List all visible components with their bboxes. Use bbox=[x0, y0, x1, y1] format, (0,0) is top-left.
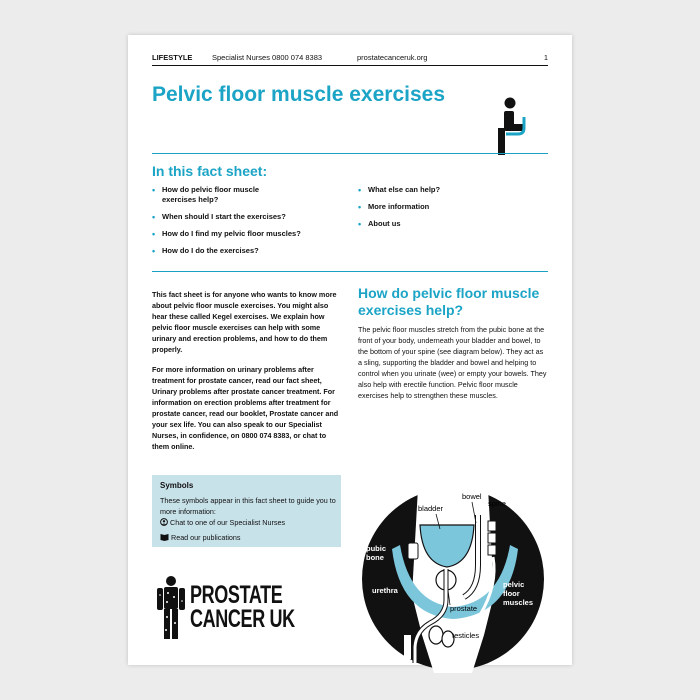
toc-item[interactable]: • How do I do the exercises? bbox=[152, 246, 312, 256]
website-url: prostatecanceruk.org bbox=[357, 53, 428, 62]
toc-heading: In this fact sheet: bbox=[152, 163, 268, 179]
intro-paragraph: This fact sheet is for anyone who wants to know more about pelvic floor muscle exercises. You might also hear these called Kegel exercises. We explain how pelvic floor muscle exercises can help with some urinary and erection problems, and how to do them properly. bbox=[152, 290, 337, 354]
toc-item[interactable]: • What else can help? bbox=[358, 185, 518, 195]
chat-icon bbox=[160, 518, 168, 526]
logo-line: CANCER UK bbox=[190, 605, 295, 633]
symbols-description: These symbols appear in this fact sheet to guide you to more information: bbox=[160, 496, 336, 516]
toc-item[interactable]: • More information bbox=[358, 202, 518, 212]
label-testicles: testicles bbox=[452, 631, 480, 640]
page-number: 1 bbox=[543, 53, 548, 62]
label-prostate: prostate bbox=[450, 604, 478, 613]
logo-wordmark bbox=[190, 583, 295, 631]
pelvic-floor-diagram bbox=[360, 485, 546, 673]
leg-highlight bbox=[404, 635, 411, 659]
seated-person-icon bbox=[490, 97, 530, 155]
toc-list-left bbox=[152, 185, 312, 263]
label-pubic: pubic bbox=[366, 544, 386, 553]
nurses-phone: Specialist Nurses 0800 074 8383 bbox=[212, 53, 323, 62]
label-bowel: bowel bbox=[462, 492, 482, 501]
toc-list-right bbox=[358, 185, 518, 236]
read-label: Read our publications bbox=[171, 533, 241, 542]
label-bone: bone bbox=[366, 553, 384, 562]
toc-item[interactable]: • When should I start the exercises? bbox=[152, 212, 312, 222]
chat-label: Chat to one of our Specialist Nurses bbox=[170, 518, 286, 527]
pubic-bone-shape bbox=[408, 543, 418, 559]
spine-shape bbox=[488, 521, 496, 531]
label-spine: spine bbox=[488, 499, 506, 508]
symbol-read bbox=[160, 533, 241, 542]
label-pelvic: pelvic bbox=[503, 580, 525, 589]
header-divider bbox=[152, 65, 548, 66]
symbol-chat bbox=[160, 518, 285, 527]
section-heading: How do pelvic floor muscle exercises help? bbox=[358, 285, 540, 318]
section-body: The pelvic floor muscles stretch from the pubic bone at the front of your body, underneath your bladder and bowel, to the bottom of your spine (see diagram below). They act as a sling, supporting the bladder and bowel and helping to control when you urinate (wee) or empty your bowels. They also help with erectile function. Pelvic floor muscle exercises help to strengthen these muscles. bbox=[358, 325, 547, 400]
book-icon bbox=[160, 533, 169, 541]
intro-paragraph: For more information on urinary problems after treatment for prostate cancer, read our fact sheet, Urinary problems after prostate cancer treatment. For information on erection problems after treatment for prostate cancer, read our booklet, Prostate cancer and your sex life. You can also speak to our Specialist Nurses, in confidence, on 0800 074 8383, or chat to them online. bbox=[152, 365, 339, 451]
title-divider bbox=[152, 153, 548, 154]
logo-figure-icon bbox=[154, 575, 188, 641]
symbols-title: Symbols bbox=[160, 481, 194, 490]
symbols-box bbox=[152, 475, 341, 547]
testicle-shape bbox=[429, 626, 443, 644]
label-urethra: urethra bbox=[372, 586, 398, 595]
label-floor: floor bbox=[503, 589, 520, 598]
label-muscles: muscles bbox=[503, 598, 534, 607]
toc-item[interactable]: • How do pelvic floor muscle exercises help? bbox=[152, 185, 272, 205]
toc-item[interactable]: • About us bbox=[358, 219, 518, 229]
label-bladder: bladder bbox=[418, 504, 444, 513]
section-label: LIFESTYLE bbox=[152, 53, 193, 62]
fact-sheet-page bbox=[128, 35, 572, 665]
toc-divider bbox=[152, 271, 548, 272]
toc-item[interactable]: • How do I find my pelvic floor muscles? bbox=[152, 229, 312, 239]
page-title: Pelvic floor muscle exercises bbox=[152, 83, 446, 106]
logo-line: PROSTATE bbox=[190, 581, 283, 609]
